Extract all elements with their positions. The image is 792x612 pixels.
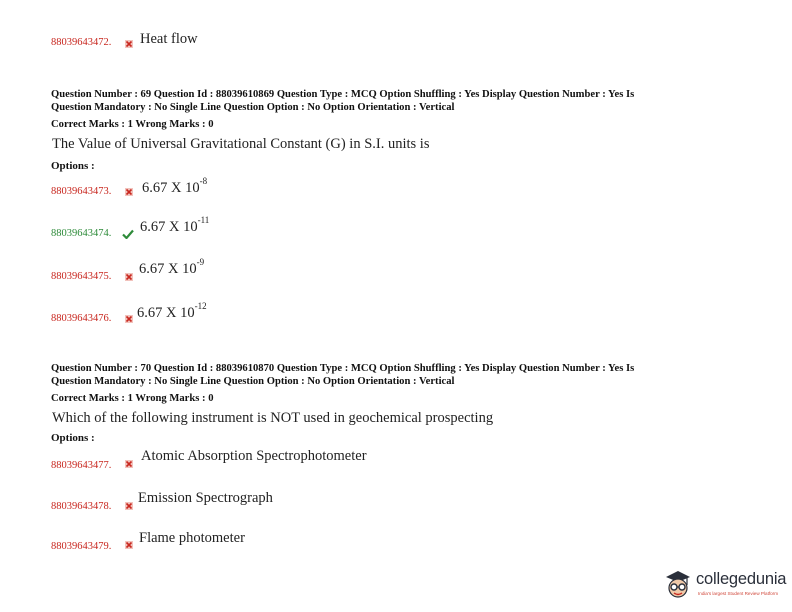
logo-brand: collegedunia [696, 570, 787, 588]
option-exponent: -9 [196, 257, 205, 268]
cross-icon [125, 273, 133, 281]
question-marks: Correct Marks : 1 Wrong Marks : 0 [51, 119, 214, 131]
option-text [140, 215, 210, 236]
option-text: Flame photometer [139, 530, 245, 546]
option-text [137, 301, 207, 322]
mascot-icon [662, 568, 694, 602]
options-label: Options : [51, 432, 95, 444]
option-text: Atomic Absorption Spectrophotometer [141, 448, 367, 464]
option-base: 6.67 X 10 [142, 180, 200, 196]
option-text: Heat flow [140, 31, 198, 47]
option-row [51, 448, 451, 472]
cross-icon [125, 315, 133, 323]
option-row [51, 177, 351, 199]
question-meta-line: Question Number : 69 Question Id : 88039610869 Question Type : MCQ Option Shuffling : Yes Display Question Number : Yes Is [51, 89, 635, 100]
option-base: 6.67 X 10 [137, 305, 195, 321]
question-marks: Correct Marks : 1 Wrong Marks : 0 [51, 393, 214, 405]
option-id: 88039643475. [51, 271, 112, 282]
cross-icon [125, 460, 133, 468]
option-text: Emission Spectrograph [138, 490, 273, 506]
option-row [51, 301, 351, 327]
cross-icon [125, 541, 133, 549]
option-exponent: -8 [199, 176, 208, 187]
question-meta-line: Question Mandatory : No Single Line Question Option : No Option Orientation : Vertical [51, 376, 455, 388]
option-row [51, 217, 351, 239]
option-id: 88039643476. [51, 313, 112, 324]
question-meta [51, 362, 751, 406]
option-row [51, 31, 351, 51]
option-row [51, 530, 451, 554]
check-icon [122, 229, 134, 239]
cross-icon [125, 40, 133, 48]
option-id: 88039643473. [51, 186, 112, 197]
cross-icon [125, 502, 133, 510]
question-meta [51, 88, 751, 132]
cross-icon [125, 188, 133, 196]
question-meta-line: Question Mandatory : No Single Line Question Option : No Option Orientation : Vertical [51, 102, 455, 114]
question-text: The Value of Universal Gravitational Constant (G) in S.I. units is [52, 136, 430, 152]
option-exponent: -11 [197, 215, 210, 226]
question-meta-line: Question Number : 70 Question Id : 88039610870 Question Type : MCQ Option Shuffling : Yes Display Question Number : Yes Is [51, 363, 635, 374]
option-text [142, 176, 208, 197]
option-text [139, 257, 205, 278]
options-label: Options : [51, 160, 95, 172]
option-row [51, 257, 351, 283]
collegedunia-logo [662, 566, 787, 606]
option-id: 88039643474. [51, 228, 112, 239]
option-row [51, 490, 451, 514]
option-id: 88039643477. [51, 460, 112, 471]
question-text: Which of the following instrument is NOT used in geochemical prospecting [52, 410, 494, 426]
option-id: 88039643472. [51, 37, 112, 48]
option-base: 6.67 X 10 [140, 219, 198, 235]
option-base: 6.67 X 10 [139, 261, 197, 277]
logo-tagline: India's largest Student Review Platform [698, 591, 779, 596]
option-id: 88039643478. [51, 501, 112, 512]
option-exponent: -12 [194, 301, 207, 312]
option-id: 88039643479. [51, 541, 112, 552]
